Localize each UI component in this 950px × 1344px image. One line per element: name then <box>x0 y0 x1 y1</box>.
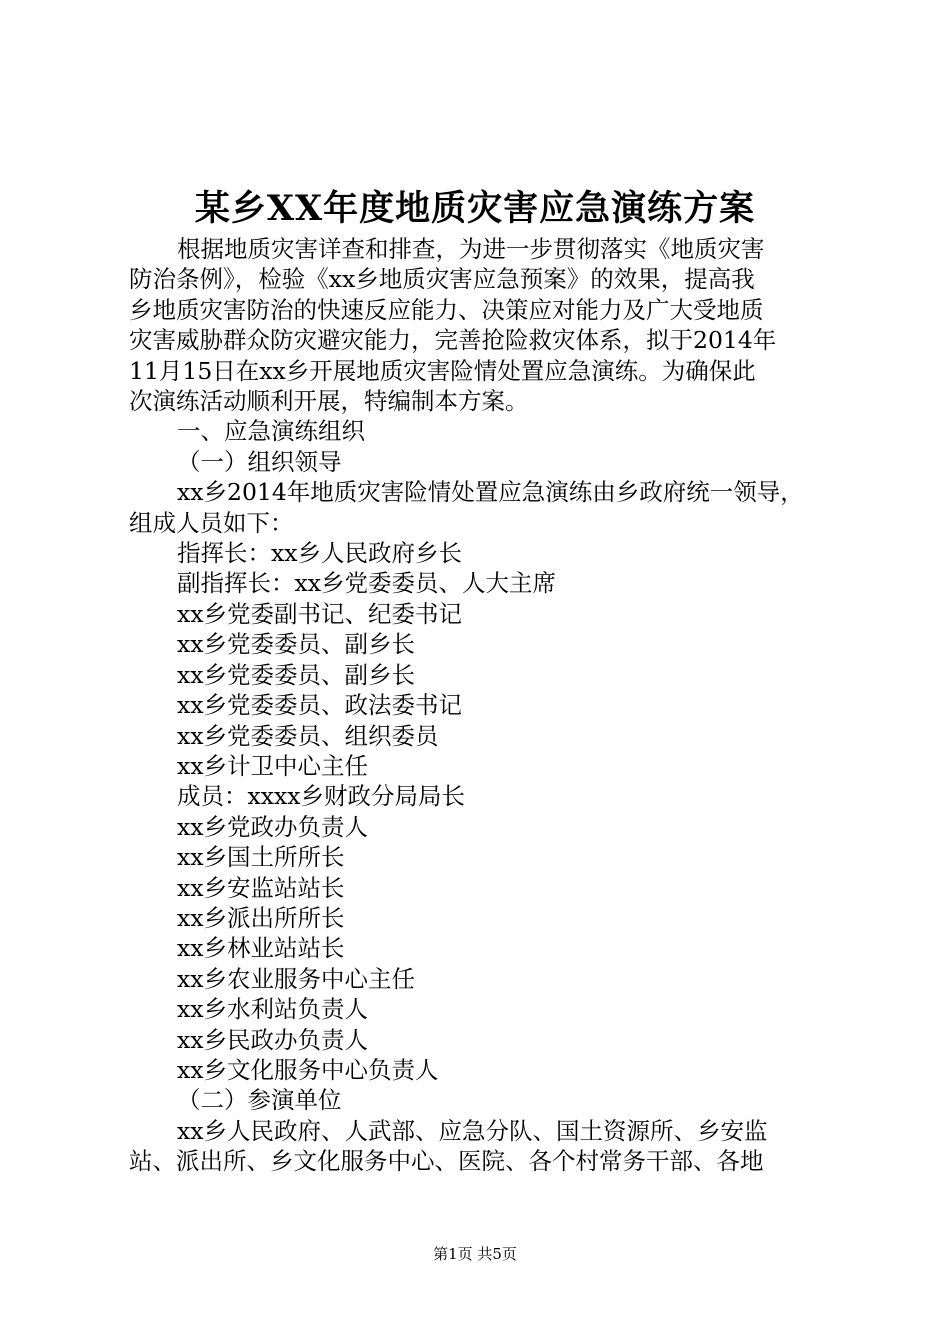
paragraph-line: 乡地质灾害防治的快速反应能力、决策应对能力及广大受地质 <box>129 295 764 324</box>
list-item: xx乡水利站负责人 <box>177 995 369 1024</box>
list-item: xx乡农业服务中心主任 <box>177 964 416 993</box>
list-item: xx乡安监站站长 <box>177 873 345 902</box>
list-item: 指挥长：xx乡人民政府乡长 <box>177 539 463 568</box>
list-item: 成员：xxxx乡财政分局局长 <box>177 782 466 811</box>
list-item: xx乡派出所所长 <box>177 903 345 932</box>
paragraph-line: 防治条例》，检验《xx乡地质灾害应急预案》的效果，提高我 <box>129 265 755 294</box>
list-item: xx乡党委委员、组织委员 <box>177 721 439 750</box>
document-body <box>129 234 841 1177</box>
list-item: xx乡党委委员、政法委书记 <box>177 691 463 720</box>
paragraph-line: 灾害威胁群众防灾避灾能力，完善抢险救灾体系，拟于2014年 <box>129 326 777 355</box>
list-item: xx乡计卫中心主任 <box>177 751 369 780</box>
paragraph-line: xx乡2014年地质灾害险情处置应急演练由乡政府统一领导， <box>177 478 804 507</box>
paragraph-line: 次演练活动顺利开展，特编制本方案。 <box>129 387 529 416</box>
list-item: xx乡党委副书记、纪委书记 <box>177 599 463 628</box>
list-item: xx乡党委委员、副乡长 <box>177 630 416 659</box>
list-item: xx乡民政办负责人 <box>177 1025 369 1054</box>
paragraph-line: 站、派出所、乡文化服务中心、医院、各个村常务干部、各地 <box>129 1147 764 1176</box>
document-title: 某乡XX年度地质灾害应急演练方案 <box>194 188 756 229</box>
list-item: xx乡林业站站长 <box>177 934 345 963</box>
list-item: xx乡文化服务中心负责人 <box>177 1055 439 1084</box>
paragraph-line: 根据地质灾害详查和排查，为进一步贯彻落实《地质灾害 <box>177 235 765 263</box>
list-item: xx乡国土所所长 <box>177 843 345 872</box>
list-item: xx乡党政办负责人 <box>177 812 369 841</box>
page-footer: 第1页 共5页 <box>433 1245 517 1263</box>
list-item: xx乡党委委员、副乡长 <box>177 660 416 689</box>
list-item: 副指挥长：xx乡党委委员、人大主席 <box>177 569 557 598</box>
subsection-heading: （一）组织领导 <box>177 447 342 476</box>
paragraph-line: 11月15日在xx乡开展地质灾害险情处置应急演练。为确保此 <box>129 356 756 385</box>
section-heading: 一、应急演练组织 <box>177 417 365 446</box>
paragraph-line: 组成人员如下： <box>129 508 294 537</box>
subsection-heading: （二）参演单位 <box>177 1086 342 1115</box>
paragraph-line: xx乡人民政府、人武部、应急分队、国土资源所、乡安监 <box>177 1116 768 1145</box>
